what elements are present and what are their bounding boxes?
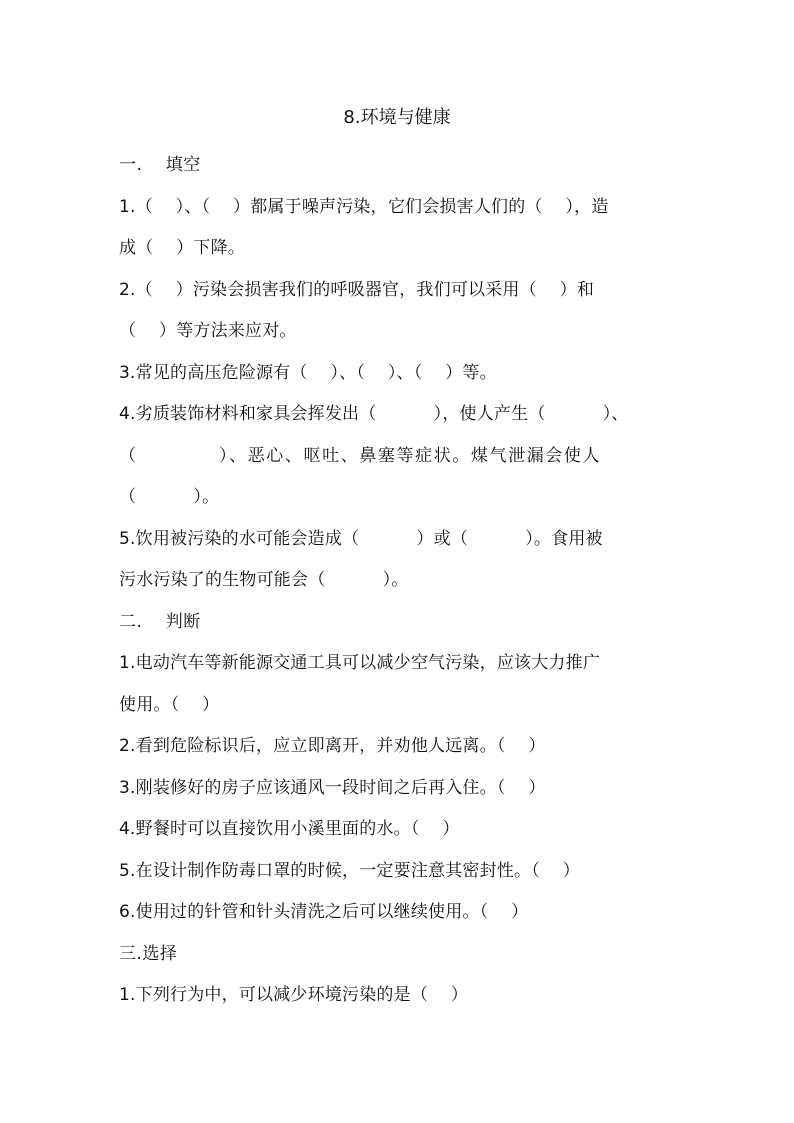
question-line: 2.（ ）污染会损害我们的呼吸器官，我们可以采用（ ）和 <box>119 279 595 300</box>
question-line: 1.（ ）、（ ）都属于噪声污染，它们会损害人们的（ ），造 <box>119 196 609 217</box>
section-heading-multiple-choice: 三.选择 <box>119 943 178 964</box>
question-line: （ ）。 <box>119 487 220 507</box>
question-line: 5.饮用被污染的水可能会造成（ ）或（ ）。食用被 <box>119 528 603 549</box>
section-heading-fill-blank: 一. 填空 <box>119 155 201 175</box>
page-title: 8.环境与健康 <box>343 107 451 128</box>
question-line: 2.看到危险标识后，应立即离开，并劝他人远离。（ ） <box>119 736 546 756</box>
question-line: （ ）等方法来应对。 <box>119 321 297 341</box>
question-line: 4.野餐时可以直接饮用小溪里面的水。（ ） <box>119 819 460 839</box>
question-line: 6.使用过的针管和针头清洗之后可以继续使用。（ ） <box>119 902 529 922</box>
question-line: 3.刚装修好的房子应该通风一段时间之后再入住。（ ） <box>119 777 546 798</box>
question-line: 污水污染了的生物可能会（ ）。 <box>119 570 409 590</box>
question-line: 使用。（ ） <box>119 694 220 715</box>
worksheet-content <box>119 145 679 1017</box>
question-line: 成（ ）下降。 <box>119 238 246 258</box>
question-line: 1.电动汽车等新能源交通工具可以减少空气污染，应该大力推广 <box>119 653 601 673</box>
question-line: 5.在设计制作防毒口罩的时候，一定要注意其密封性。（ ） <box>119 860 580 881</box>
section-heading-true-false: 二. 判断 <box>119 611 201 632</box>
question-line: 1.下列行为中，可以减少环境污染的是（ ） <box>119 985 469 1005</box>
question-line: （ ）、恶心、呕吐、鼻塞等症状。煤气泄漏会使人 <box>119 445 602 466</box>
question-line: 4.劣质装饰材料和家具会挥发出（ ），使人产生（ ）、 <box>119 404 629 424</box>
question-line: 3.常见的高压危险源有（ ）、（ ）、（ ）等。 <box>119 362 497 383</box>
